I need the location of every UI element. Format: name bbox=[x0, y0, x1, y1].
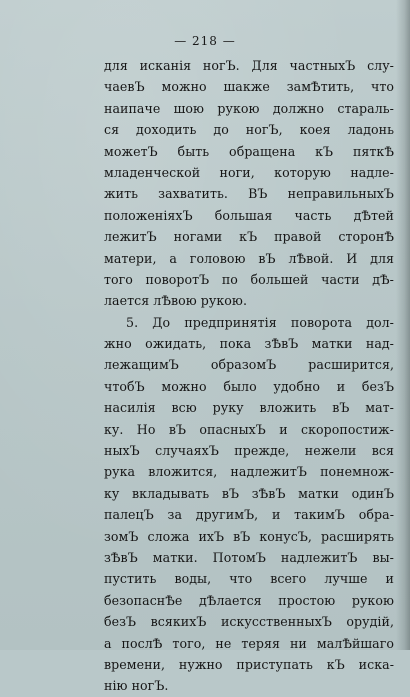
text-line: зомЪ сложа ихЪ вЪ конусЪ, расширять bbox=[104, 528, 394, 544]
text-line: жно ожидать, пока зѢвЪ матки над- bbox=[104, 336, 394, 352]
page-edge-shadow bbox=[396, 0, 410, 650]
text-line: насилія всю руку вложить вЪ мат- bbox=[104, 400, 394, 416]
text-line: для исканія ногЪ. Для частныхЪ слу- bbox=[104, 58, 394, 73]
text-line: положеніяхЪ большая часть дѢтей bbox=[104, 207, 394, 223]
text-line: можетЪ быть обращена кЪ пяткѢ bbox=[104, 143, 394, 159]
text-line: зѢвЪ матки. ПотомЪ надлежитЪ вы- bbox=[104, 549, 394, 565]
text-line: жить захватить. ВЪ неправильныхЪ bbox=[104, 186, 394, 202]
text-line: ку вкладывать вЪ зѢвЪ матки одинЪ bbox=[104, 485, 394, 501]
text-line: нію ногЪ. bbox=[104, 678, 169, 694]
text-line: лается лѢвою рукою. bbox=[104, 293, 248, 309]
text-line: ныхЪ случаяхЪ прежде, нежели вся bbox=[104, 443, 394, 459]
body-text bbox=[104, 55, 394, 697]
text-line: лежащимЪ образомЪ расширится, bbox=[104, 357, 394, 373]
text-line: палецЪ за другимЪ, и такимЪ обра- bbox=[104, 507, 394, 523]
text-line: чтобЪ можно было удобно и безЪ bbox=[104, 378, 394, 394]
text-line: матери, а головою вЪ лѢвой. И для bbox=[104, 250, 394, 266]
page-number: — 218 — bbox=[174, 34, 236, 48]
text-line: лежитЪ ногами кЪ правой сторонѢ bbox=[104, 229, 394, 245]
text-line: а послѢ того, не теряя ни малѢйшаго bbox=[104, 635, 394, 651]
text-line: наипаче шою рукою должно стараль- bbox=[104, 100, 394, 116]
text-line: ку. Но вЪ опасныхЪ и скоропостиж- bbox=[104, 421, 394, 437]
text-line: чаевЪ можно шакже замѢтить, что bbox=[104, 79, 394, 95]
text-line: того поворотЪ по большей части дѢ- bbox=[104, 271, 394, 287]
text-line: ся доходить до ногЪ, коея ладонь bbox=[104, 122, 394, 138]
text-line: безЪ всякихЪ искусственныхЪ орудій, bbox=[104, 614, 394, 630]
text-line: пустить воды, что всего лучше и bbox=[104, 571, 394, 587]
text-line: безопаснѢе дѢлается простою рукою bbox=[104, 592, 394, 608]
text-line: времени, нужно приступать кЪ иска- bbox=[104, 656, 394, 672]
text-line: 5. До предпринятія поворота дол- bbox=[126, 314, 394, 330]
text-line: рука вложится, надлежитЪ понемнож- bbox=[104, 464, 394, 480]
text-line: младенческой ноги, которую надле- bbox=[104, 164, 394, 180]
